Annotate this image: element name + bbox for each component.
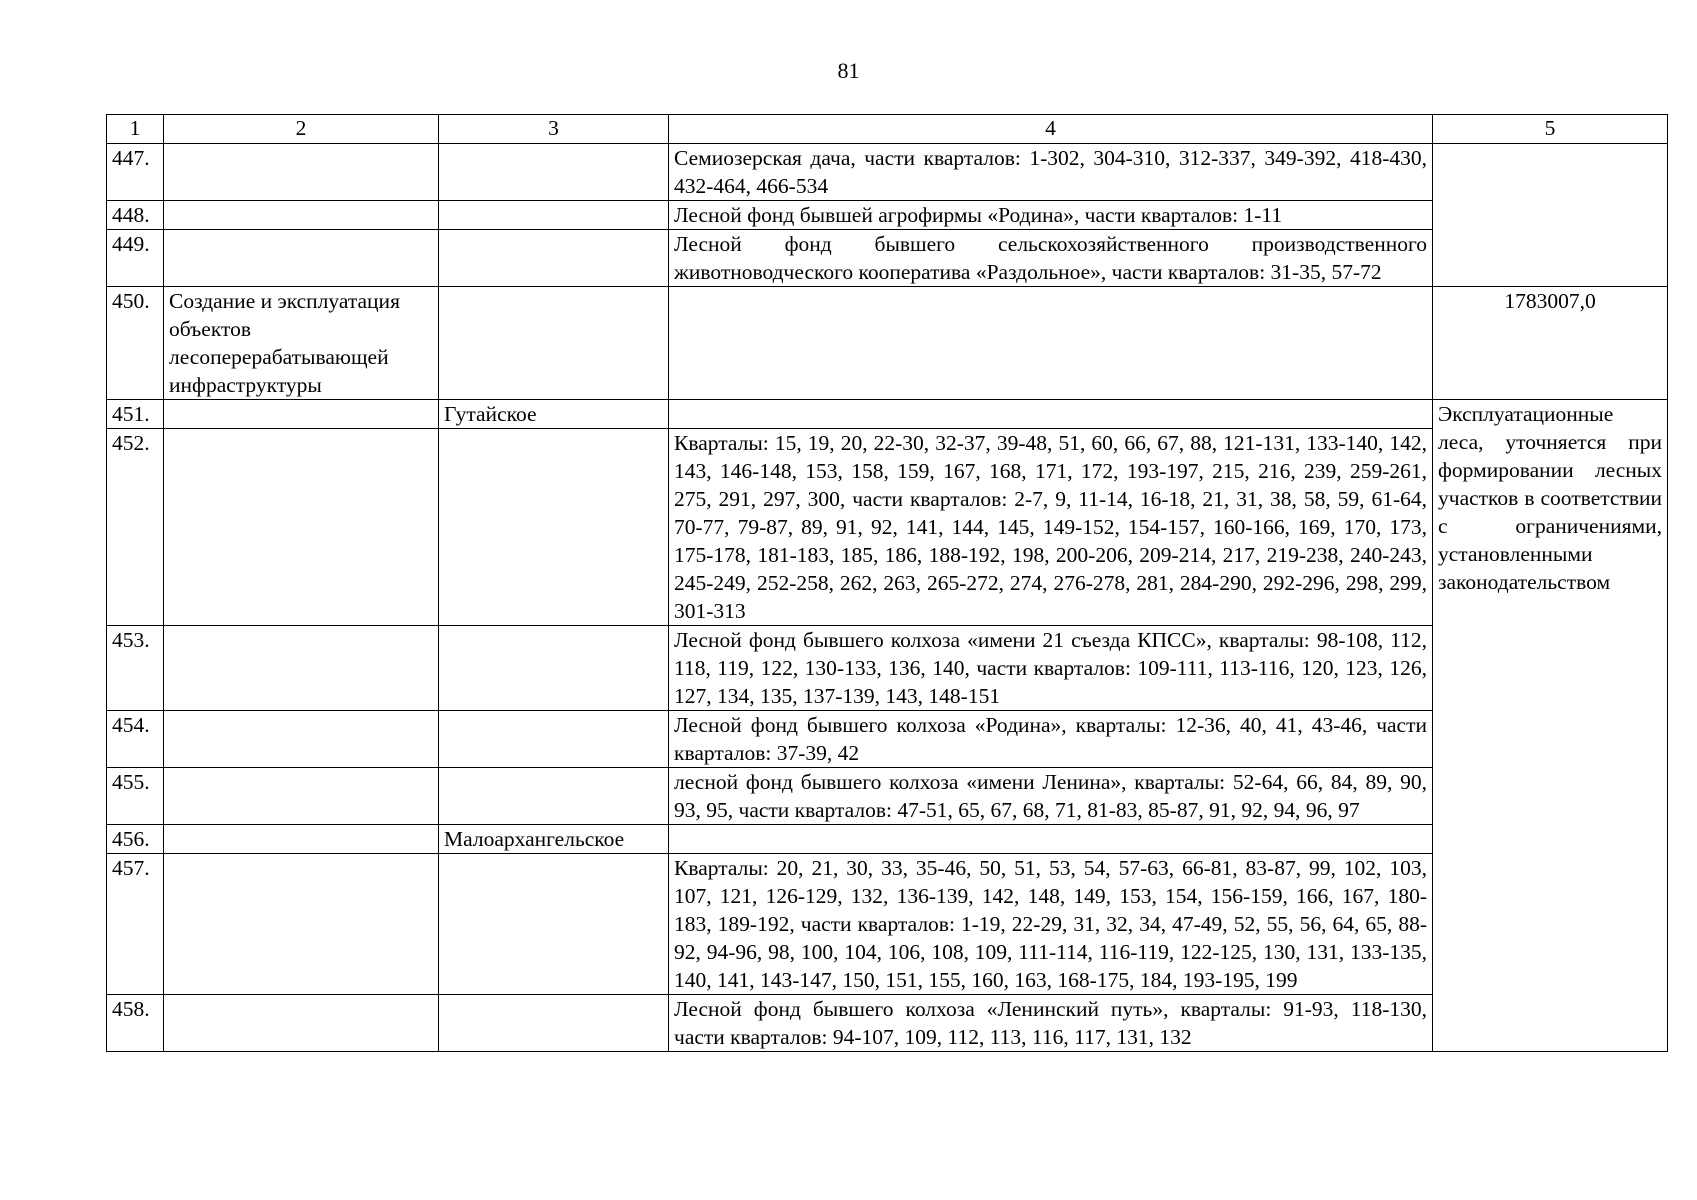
purpose-cell: Создание и эксплуатация объектов лесоперерабатывающей инфраструктуры [164, 287, 439, 400]
row-number: 458. [107, 995, 164, 1052]
row-number: 453. [107, 626, 164, 711]
quarters-cell: Лесной фонд бывшего сельскохозяйственного производственного животноводческого кооператива «Раздольное», части кварталов: 31-35, 57-72 [669, 230, 1433, 287]
row-number: 447. [107, 144, 164, 201]
note-cell [1433, 144, 1668, 287]
row-number: 451. [107, 400, 164, 429]
table-row [107, 287, 1668, 400]
area-value: 1783007,0 [1433, 287, 1668, 400]
district-cell [439, 429, 669, 626]
purpose-cell [164, 400, 439, 429]
district-cell [439, 768, 669, 825]
quarters-cell: Кварталы: 20, 21, 30, 33, 35-46, 50, 51, 53, 54, 57-63, 66-81, 83-87, 99, 102, 103, 107, 121, 126-129, 132, 136-139, 142, 148, 149, 153, 154, 156-159, 166, 167, 180-183, 189-192, части кварталов: 1-19, 22-29, 31, 32, 34, 47-49, 52, 55, 56, 64, 65, 88-92, 94-96, 98, 100, 104, 106, 108, 109, 111-114, 116-119, 122-125, 130, 131, 133-135, 140, 141, 143-147, 150, 151, 155, 160, 163, 168-175, 184, 193-195, 199 [669, 854, 1433, 995]
header-col-1: 1 [107, 115, 164, 144]
purpose-cell [164, 711, 439, 768]
district-cell [439, 230, 669, 287]
purpose-cell [164, 144, 439, 201]
row-number: 449. [107, 230, 164, 287]
quarters-cell: Лесной фонд бывшей агрофирмы «Родина», части кварталов: 1-11 [669, 201, 1433, 230]
purpose-cell [164, 201, 439, 230]
purpose-cell [164, 230, 439, 287]
district-cell: Гутайское [439, 400, 669, 429]
header-col-2: 2 [164, 115, 439, 144]
header-col-4: 4 [669, 115, 1433, 144]
quarters-cell [669, 825, 1433, 854]
row-number: 454. [107, 711, 164, 768]
purpose-cell [164, 626, 439, 711]
quarters-cell [669, 400, 1433, 429]
purpose-cell [164, 825, 439, 854]
header-col-5: 5 [1433, 115, 1668, 144]
quarters-cell: Кварталы: 15, 19, 20, 22-30, 32-37, 39-48, 51, 60, 66, 67, 88, 121-131, 133-140, 142, 143, 146-148, 153, 158, 159, 167, 168, 171, 172, 193-197, 215, 216, 239, 259-261, 275, 291, 297, 300, части кварталов: 2-7, 9, 11-14, 16-18, 21, 31, 38, 58, 59, 61-64, 70-77, 79-87, 89, 91, 92, 141, 144, 145, 149-152, 154-157, 160-166, 169, 170, 173, 175-178, 181-183, 185, 186, 188-192, 198, 200-206, 209-214, 217, 219-238, 240-243, 245-249, 252-258, 262, 263, 265-272, 274, 276-278, 281, 284-290, 292-296, 298, 299, 301-313 [669, 429, 1433, 626]
row-number: 452. [107, 429, 164, 626]
district-cell [439, 201, 669, 230]
row-number: 457. [107, 854, 164, 995]
district-cell [439, 626, 669, 711]
district-cell [439, 144, 669, 201]
table-row [107, 144, 1668, 201]
district-cell [439, 995, 669, 1052]
row-number: 448. [107, 201, 164, 230]
quarters-cell: Семиозерская дача, части кварталов: 1-302, 304-310, 312-337, 349-392, 418-430, 432-464, 466-534 [669, 144, 1433, 201]
header-row [107, 115, 1668, 144]
purpose-cell [164, 854, 439, 995]
row-number: 455. [107, 768, 164, 825]
header-col-3: 3 [439, 115, 669, 144]
district-cell [439, 287, 669, 400]
purpose-cell [164, 429, 439, 626]
district-cell: Малоархангельское [439, 825, 669, 854]
row-number: 456. [107, 825, 164, 854]
quarters-cell: Лесной фонд бывшего колхоза «имени 21 съезда КПСС», кварталы: 98-108, 112, 118, 119, 122, 130-133, 136, 140, части кварталов: 109-111, 113-116, 120, 123, 126, 127, 134, 135, 137-139, 143, 148-151 [669, 626, 1433, 711]
quarters-cell: лесной фонд бывшего колхоза «имени Ленина», кварталы: 52-64, 66, 84, 89, 90, 93, 95, части кварталов: 47-51, 65, 67, 68, 71, 81-83, 85-87, 91, 92, 94, 96, 97 [669, 768, 1433, 825]
page-number: 81 [837, 58, 860, 83]
district-cell [439, 711, 669, 768]
forest-category-note: Эксплуатационные леса, уточняется при формировании лесных участков в соответствии с ограничениями, установленными законодательством [1433, 400, 1668, 1052]
purpose-cell [164, 995, 439, 1052]
forest-table [106, 114, 1668, 1052]
row-number: 450. [107, 287, 164, 400]
district-cell [439, 854, 669, 995]
quarters-cell: Лесной фонд бывшего колхоза «Ленинский путь», кварталы: 91-93, 118-130, части кварталов: 94-107, 109, 112, 113, 116, 117, 131, 132 [669, 995, 1433, 1052]
purpose-cell [164, 768, 439, 825]
table-row [107, 400, 1668, 429]
quarters-cell [669, 287, 1433, 400]
quarters-cell: Лесной фонд бывшего колхоза «Родина», кварталы: 12-36, 40, 41, 43-46, части кварталов: 37-39, 42 [669, 711, 1433, 768]
